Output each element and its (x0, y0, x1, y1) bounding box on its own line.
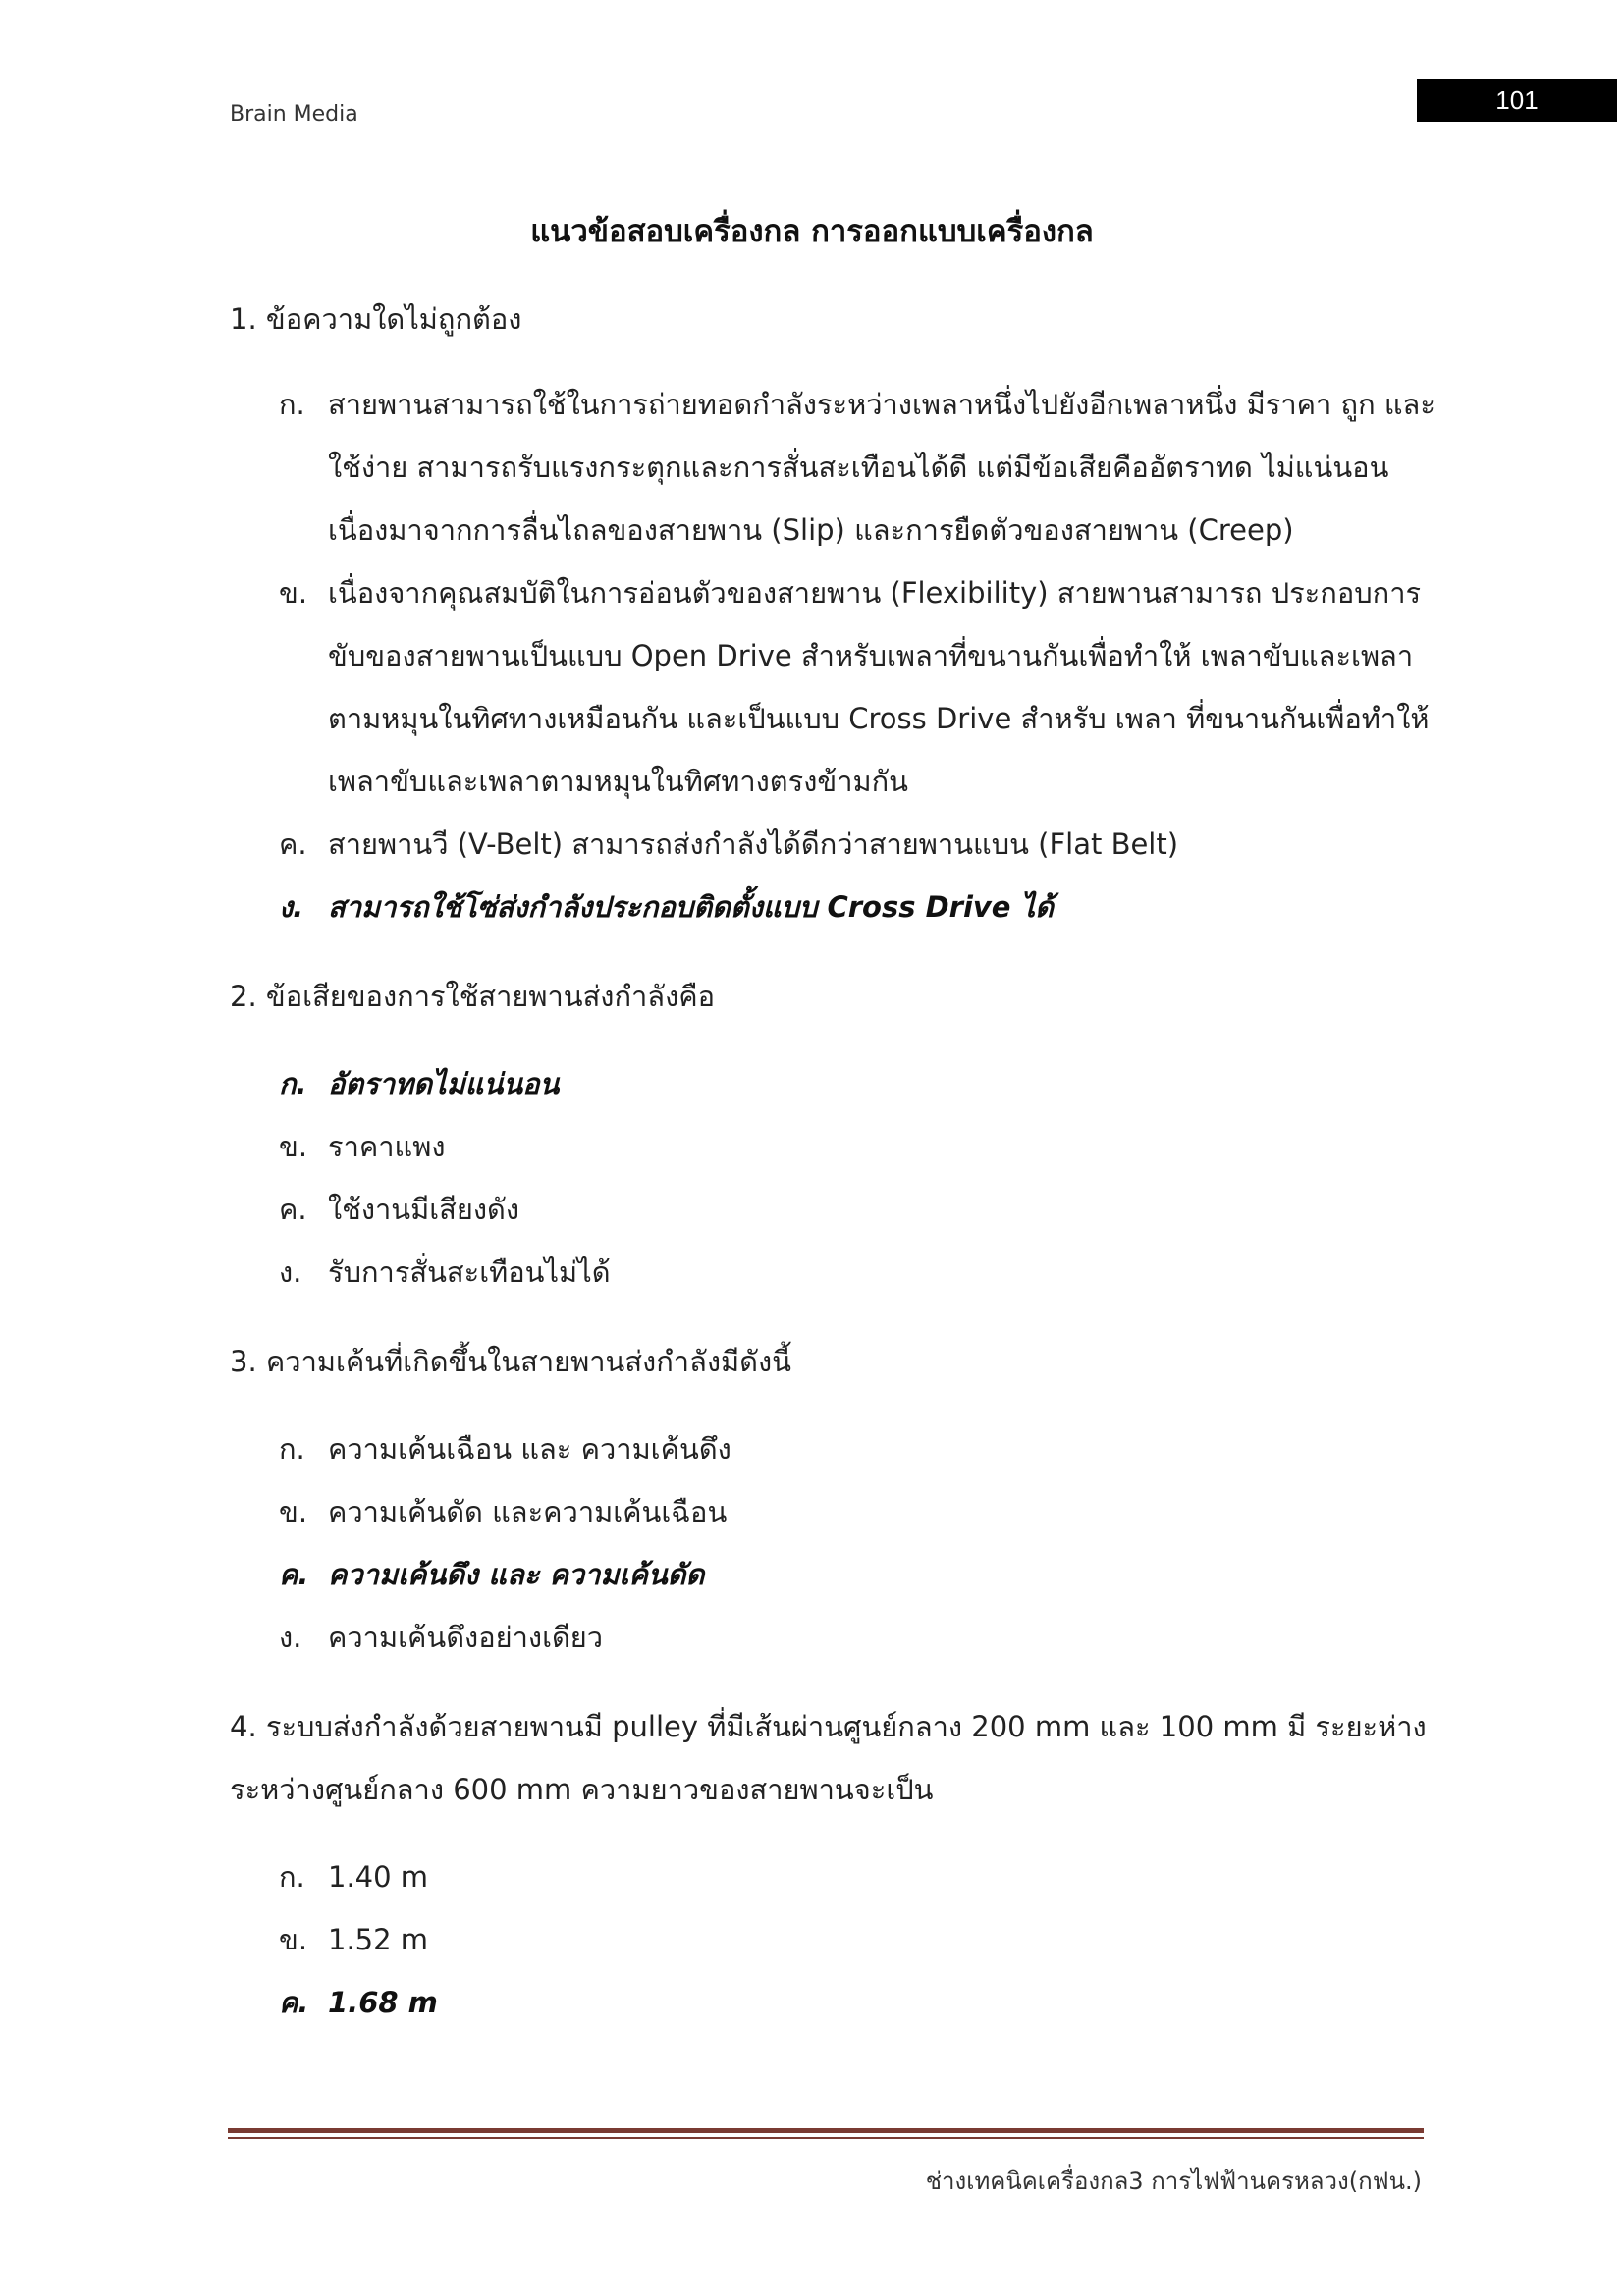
question-3-prompt: 3. ความเค้นที่เกิดขึ้นในสายพานส่งกำลังมีดังนี้ (230, 1345, 791, 1378)
header-brand: Brain Media (230, 102, 358, 127)
option-letter: ข. (279, 1923, 308, 1956)
option-letter: ก. (279, 1067, 307, 1100)
question-3-option-d (279, 1606, 1442, 1669)
question-1-option-a (279, 373, 1442, 561)
footer-divider-thin (228, 2137, 1424, 2139)
question-1-prompt: 1. ข้อความใดไม่ถูกต้อง (230, 302, 522, 336)
question-2-option-a-answer (279, 1052, 1442, 1115)
page-number-badge: 101 (1417, 79, 1617, 122)
question-3-option-a (279, 1417, 1442, 1480)
option-text: ความเค้นดึง และ ความเค้นดัด (328, 1558, 705, 1591)
option-letter: ง. (279, 890, 304, 924)
question-1-option-c (279, 813, 1442, 876)
option-text: รับการสั่นสะเทือนไม่ได้ (328, 1255, 611, 1289)
option-text: ความเค้นดัด และความเค้นเฉือน (328, 1495, 728, 1528)
option-text: ความเค้นดึงอย่างเดียว (328, 1621, 604, 1654)
footer-text: ช่างเทคนิคเครื่องกล3 การไฟฟ้านครหลวง(กฟน.) (925, 2167, 1422, 2195)
question-2-option-b (279, 1115, 1442, 1178)
option-letter: ข. (279, 1495, 308, 1528)
option-letter: ข. (279, 1130, 308, 1163)
option-letter: ค. (279, 1193, 307, 1226)
question-3-option-c-answer (279, 1543, 1442, 1606)
option-text: ราคาแพง (328, 1130, 446, 1163)
option-letter: ก. (279, 388, 305, 421)
option-text: สามารถใช้โซ่ส่งกำลังประกอบติดตั้งแบบ Cross Drive ได้ (328, 890, 1054, 924)
question-4-option-b (279, 1908, 1442, 1971)
option-text: เนื่องจากคุณสมบัติในการอ่อนตัวของสายพาน (Flexibility) สายพานสามารถ ประกอบการขับของสายพานเป็นแบบ Open Drive สำหรับเพลาที่ขนานกันเพื่อทำให้ เพลาขับและเพลาตามหมุนในทิศทางเหมือนกัน และเป็นแบบ Cross Drive สำหรับ เพลา ที่ขนานกันเพื่อทำให้เพลาขับและเพลาตามหมุนในทิศทางตรงข้ามกัน (328, 576, 1430, 798)
option-letter: ก. (279, 1860, 305, 1894)
question-2-prompt: 2. ข้อเสียของการใช้สายพานส่งกำลังคือ (230, 980, 716, 1013)
option-text: สายพานวี (V-Belt) สามารถส่งกำลังได้ดีกว่าสายพานแบน (Flat Belt) (328, 828, 1179, 861)
question-2-option-d (279, 1241, 1442, 1304)
page-title: แนวข้อสอบเครื่องกล การออกแบบเครื่องกล (530, 214, 1094, 249)
option-letter: ง. (279, 1255, 302, 1289)
option-text: ความเค้นเฉือน และ ความเค้นดึง (328, 1432, 731, 1466)
option-text: สายพานสามารถใช้ในการถ่ายทอดกำลังระหว่างเพลาหนึ่งไปยังอีกเพลาหนึ่ง มีราคา ถูก และใช้ง่าย สามารถรับแรงกระตุกและการสั่นสะเทือนได้ดี แต่มีข้อเสียคืออัตราทด ไม่แน่นอนเนื่องมาจากการลื่นไถลของสายพาน (Slip) และการยืดตัวของสายพาน (Creep) (328, 388, 1435, 547)
option-letter: ข. (279, 576, 308, 610)
option-text: 1.52 m (328, 1923, 429, 1956)
option-text: อัตราทดไม่แน่นอน (328, 1067, 560, 1100)
option-letter: ค. (279, 1558, 309, 1591)
footer-divider (228, 2128, 1424, 2133)
option-text: 1.40 m (328, 1860, 429, 1894)
option-letter: ค. (279, 828, 307, 861)
option-letter: ค. (279, 1986, 309, 2019)
option-text: ใช้งานมีเสียงดัง (328, 1193, 519, 1226)
question-2-option-c (279, 1178, 1442, 1241)
question-1-option-b (279, 561, 1442, 813)
option-letter: ง. (279, 1621, 302, 1654)
question-3-option-b (279, 1480, 1442, 1543)
question-4-option-a (279, 1845, 1442, 1908)
question-4-prompt: 4. ระบบส่งกำลังด้วยสายพานมี pulley ที่มีเส้นผ่านศูนย์กลาง 200 mm และ 100 mm มี ระยะห่าง ระหว่างศูนย์กลาง 600 mm ความยาวของสายพานจะเป็น (230, 1710, 1427, 1806)
question-4-option-c-answer (279, 1971, 1442, 2034)
option-text: 1.68 m (328, 1986, 438, 2019)
option-letter: ก. (279, 1432, 305, 1466)
question-1-option-d-answer (279, 876, 1442, 938)
